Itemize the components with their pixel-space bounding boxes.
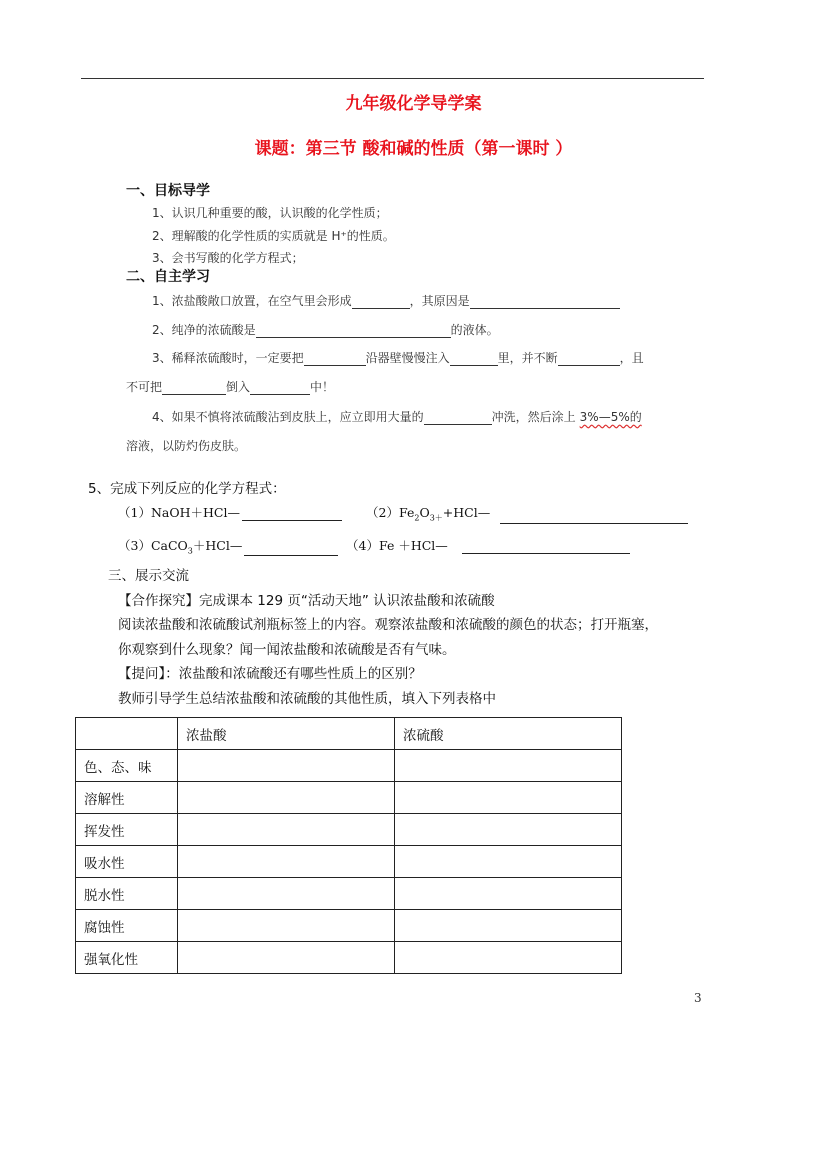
q3-text-c: 里，并不断 xyxy=(497,351,558,365)
section3-heading: 三、展示交流 xyxy=(108,568,189,584)
eq2-prefix: （2）Fe xyxy=(366,505,415,520)
inquiry-paragraph-2: 你观察到什么现象？闻一闻浓盐酸和浓硫酸是否有气味。 xyxy=(118,642,456,658)
table-row xyxy=(76,846,622,878)
eq3-blank[interactable] xyxy=(244,541,338,556)
eq3-prefix: （3）CaCO xyxy=(118,538,188,553)
q1-text-a: 1、浓盐酸敞口放置，在空气里会形成 xyxy=(152,294,352,308)
table-cell[interactable] xyxy=(178,846,395,878)
q4-concentration: 3%—5%的 xyxy=(579,410,642,424)
q3-blank-4[interactable] xyxy=(162,382,226,395)
page-number: 3 xyxy=(694,991,702,1005)
eq3-sub: 3 xyxy=(187,546,193,556)
q2-text-a: 2、纯净的浓硫酸是 xyxy=(152,323,256,337)
q3-text-b: 沿器壁慢慢注入 xyxy=(365,351,450,365)
row-label: 腐蚀性 xyxy=(76,910,178,942)
page-title: 九年级化学导学案 xyxy=(345,94,482,114)
eq4-blank[interactable] xyxy=(462,539,630,554)
question-2 xyxy=(152,321,499,338)
eq1-blank[interactable] xyxy=(242,506,342,521)
section1-heading: 一、目标导学 xyxy=(126,183,210,199)
table-header-hcl: 浓盐酸 xyxy=(178,718,395,750)
q3-text-e: 不可把 xyxy=(126,380,163,394)
section5-heading: 5、完成下列反应的化学方程式： xyxy=(88,481,286,497)
q1-text-b: ，其原因是 xyxy=(409,294,470,308)
question-3-cont xyxy=(126,378,334,395)
eq2-plus: ＋ xyxy=(434,513,443,523)
table-cell[interactable] xyxy=(395,846,622,878)
equation-4 xyxy=(346,536,630,554)
table-row xyxy=(76,782,622,814)
eq4-text: （4）Fe ＋HCl— xyxy=(346,538,448,553)
equation-3 xyxy=(118,536,338,556)
goal-item-1: 1、认识几种重要的酸，认识酸的化学性质； xyxy=(152,206,388,220)
q2-text-b: 的液体。 xyxy=(450,323,499,337)
q1-blank-1[interactable] xyxy=(352,296,410,309)
eq2-mid: O xyxy=(419,505,430,520)
table-cell[interactable] xyxy=(178,814,395,846)
table-header-corner xyxy=(76,718,178,750)
question-4-cont: 溶液，以防灼伤皮肤。 xyxy=(126,439,247,453)
table-header-row xyxy=(76,718,622,750)
row-label: 脱水性 xyxy=(76,878,178,910)
question-1 xyxy=(152,292,620,309)
properties-table xyxy=(75,717,622,974)
table-row xyxy=(76,910,622,942)
eq2-suffix: +HCl— xyxy=(442,505,491,520)
table-row xyxy=(76,750,622,782)
q4-text-b: 冲洗，然后涂上 xyxy=(491,410,576,424)
q3-text-g: 中！ xyxy=(310,380,335,394)
table-row xyxy=(76,814,622,846)
q2-blank[interactable] xyxy=(256,325,451,338)
table-cell[interactable] xyxy=(178,910,395,942)
question-4 xyxy=(152,408,642,425)
row-label: 强氧化性 xyxy=(76,942,178,974)
inquiry-paragraph-1: 阅读浓盐酸和浓硫酸试剂瓶标签上的内容。观察浓盐酸和浓硫酸的颜色的状态；打开瓶塞， xyxy=(118,617,658,633)
q3-text-f: 倒入 xyxy=(226,380,251,394)
table-cell[interactable] xyxy=(395,878,622,910)
question-prompt: 【提问】：浓盐酸和浓硫酸还有哪些性质上的区别？ xyxy=(118,666,422,682)
table-cell[interactable] xyxy=(178,878,395,910)
section2-heading: 二、自主学习 xyxy=(126,269,210,285)
cooperative-inquiry: 【合作探究】完成课本 129 页“活动天地” 认识浓盐酸和浓硫酸 xyxy=(118,593,495,609)
table-row xyxy=(76,942,622,974)
goal-item-3: 3、会书写酸的化学方程式； xyxy=(152,251,304,265)
eq3-suffix: ＋HCl— xyxy=(192,538,243,553)
q3-blank-5[interactable] xyxy=(250,382,310,395)
table-header-h2so4: 浓硫酸 xyxy=(395,718,622,750)
goal-item-2: 2、理解酸的化学性质的实质就是 H⁺的性质。 xyxy=(152,229,395,243)
table-instruction: 教师引导学生总结浓盐酸和浓硫酸的其他性质，填入下列表格中 xyxy=(118,691,496,707)
row-label: 挥发性 xyxy=(76,814,178,846)
row-label: 溶解性 xyxy=(76,782,178,814)
eq2-sub1: 2 xyxy=(414,513,420,523)
q3-text-a: 3、稀释浓硫酸时，一定要把 xyxy=(152,351,304,365)
q4-text-a: 4、如果不慎将浓硫酸沾到皮肤上，应立即用大量的 xyxy=(152,410,424,424)
table-row xyxy=(76,878,622,910)
eq2-sub2: 3 xyxy=(429,513,435,523)
eq1-text: （1）NaOH＋HCl— xyxy=(118,505,240,520)
header-rule xyxy=(81,78,704,79)
table-cell[interactable] xyxy=(395,814,622,846)
q4-blank-1[interactable] xyxy=(424,412,492,425)
row-label: 色、态、味 xyxy=(76,750,178,782)
q3-blank-1[interactable] xyxy=(304,353,366,366)
table-cell[interactable] xyxy=(395,750,622,782)
table-cell[interactable] xyxy=(178,942,395,974)
q3-blank-3[interactable] xyxy=(558,353,620,366)
q1-blank-2[interactable] xyxy=(470,296,620,309)
table-cell[interactable] xyxy=(395,782,622,814)
table-cell[interactable] xyxy=(395,910,622,942)
question-3 xyxy=(152,349,644,366)
row-label: 吸水性 xyxy=(76,846,178,878)
q3-text-d: ，且 xyxy=(619,351,644,365)
table-cell[interactable] xyxy=(178,750,395,782)
lesson-title: 课题：第三节 酸和碱的性质（第一课时 ） xyxy=(254,139,573,159)
table-cell[interactable] xyxy=(178,782,395,814)
equation-2 xyxy=(366,503,688,524)
table-cell[interactable] xyxy=(395,942,622,974)
eq2-blank[interactable] xyxy=(500,509,688,524)
equation-1 xyxy=(118,503,342,521)
q3-blank-2[interactable] xyxy=(450,353,498,366)
